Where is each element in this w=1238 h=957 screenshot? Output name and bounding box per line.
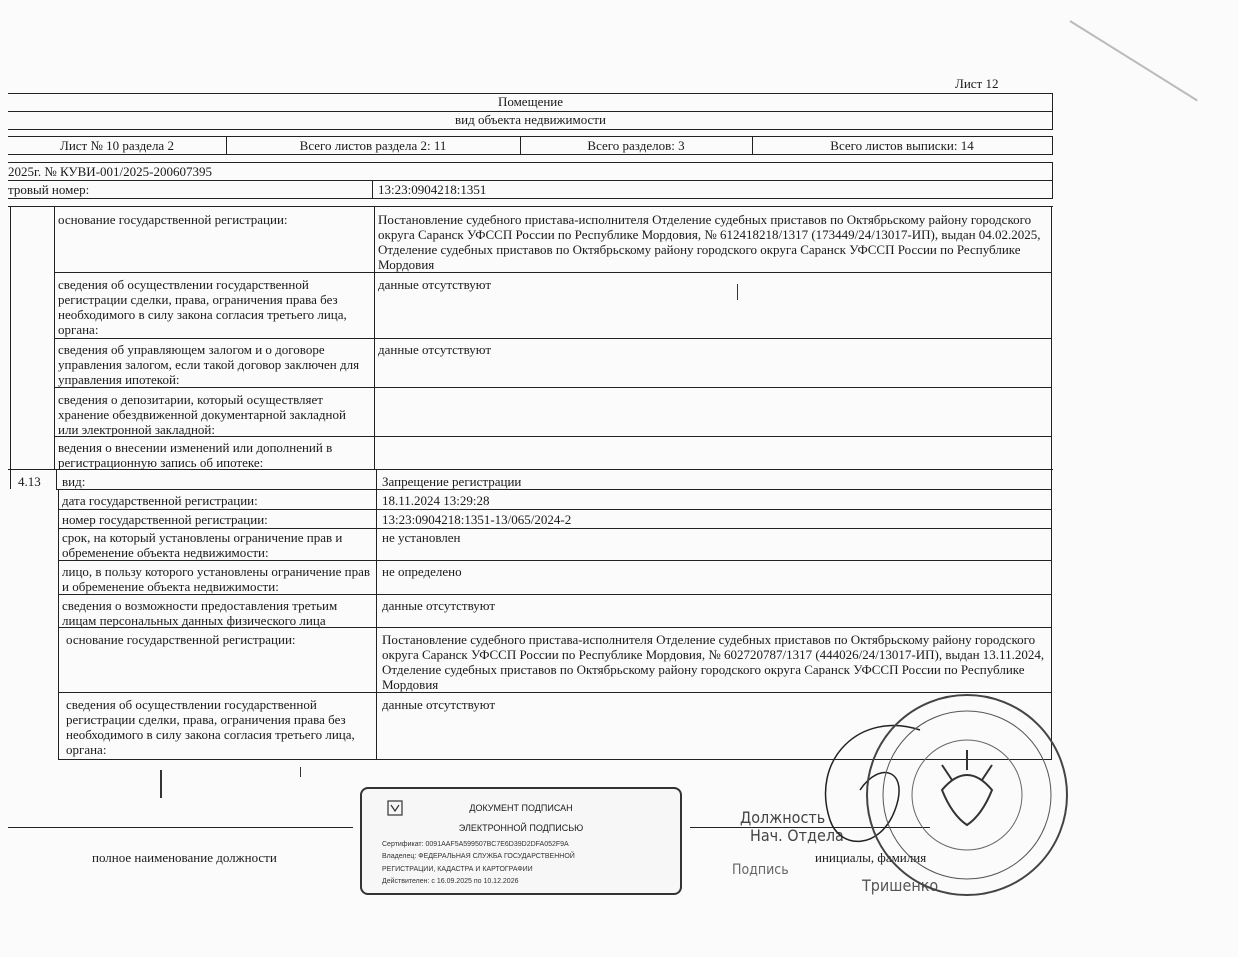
row-b4-label: срок, на который установлены ограничение прав и обременение объекта недвижимости: xyxy=(62,530,343,560)
electronic-signature-stamp xyxy=(360,787,682,895)
round-seal xyxy=(862,690,1072,900)
object-kind-caption: вид объекта недвижимости xyxy=(455,112,606,127)
row-b8-value: данные отсутствуют xyxy=(382,697,496,712)
stamp-title2: ЭЛЕКТРОННОЙ ПОДПИСЬЮ xyxy=(458,823,584,833)
total-section-sheets: Всего листов раздела 2: 11 xyxy=(299,138,447,153)
row-b6-label: сведения о возможности предоставления третьим лицам персональных данных физического лица xyxy=(62,598,338,628)
handwritten-position: Должность xyxy=(740,808,826,827)
row-b7-value: Постановление судебного пристава-исполнителя Отделение судебных приставов по Октябрьскому району городского округа Саранск УФССП России по Республике Мордовия, № 602720787/1317 (444026/24/13017-ИП), выдан 13.11.2024, Отделение судебных приставов по Октябрьскому району городского округа Саранск УФССП России по Республике Мордовия xyxy=(382,632,1045,692)
row-a2-label: сведения об осуществлении государственной регистрации сделки, права, ограничения права без необходимого в силу закона согласия третьего лица, органа: xyxy=(58,277,347,337)
total-sections: Всего разделов: 3 xyxy=(587,138,685,153)
row-a4-label: сведения о депозитарии, который осуществляет хранение обездвиженной документарной закладной или электронной закладной: xyxy=(58,392,346,437)
handwritten-signature-caption: Подпись xyxy=(732,862,789,878)
row-b8-label: сведения об осуществлении государственной регистрации сделки, права, ограничения права без необходимого в силу закона согласия третьего лица, органа: xyxy=(66,697,355,757)
row-a1-label: основание государственной регистрации: xyxy=(58,212,288,227)
stamp-certificate: Сертификат: 0091AAF5A599507BC7E6D39D2DFA052F9A xyxy=(382,841,569,848)
stamp-valid: Действителен: с 16.09.2025 по 10.12.2026 xyxy=(382,878,519,885)
extract-number: 2025г. № КУВИ-001/2025-200607395 xyxy=(8,164,212,179)
position-caption: полное наименование должности xyxy=(92,850,277,865)
scan-streak xyxy=(1069,20,1197,101)
row-b3-value: 13:23:0904218:1351-13/065/2024-2 xyxy=(382,512,572,527)
handwritten-name: Тришенко xyxy=(862,876,939,895)
row-a3-label: сведения об управляющем залогом и о договоре управления залогом, если такой договор заключен для управления ипотекой: xyxy=(58,342,360,387)
section-sheet: Лист № 10 раздела 2 xyxy=(60,138,174,153)
cadastral-number: 13:23:0904218:1351 xyxy=(378,182,487,197)
row-b5-label: лицо, в пользу которого установлены ограничение прав и обременение объекта недвижимости: xyxy=(62,564,370,594)
row-b4-value: не установлен xyxy=(382,530,461,545)
row-b3-label: номер государственной регистрации: xyxy=(62,512,268,527)
row-b2-value: 18.11.2024 13:29:28 xyxy=(382,493,490,508)
row-b5-value: не определено xyxy=(382,564,462,579)
cadastral-label: тровый номер: xyxy=(8,182,90,197)
row-a1-value: Постановление судебного пристава-исполнителя Отделение судебных приставов по Октябрьскому району городского округа Саранск УФССП России по Республике Мордовия, № 612418218/1317 (173449/24/13017-ИП), выдан 04.02.2025, Отделение судебных приставов по Октябрьскому району городского округа Саранск УФССП России по Республике Мордовия xyxy=(378,212,1041,272)
row-b2-label: дата государственной регистрации: xyxy=(62,493,258,508)
stamp-title1: ДОКУМЕНТ ПОДПИСАН xyxy=(469,803,573,813)
entry-number: 4.13 xyxy=(18,474,41,489)
object-type: Помещение xyxy=(497,94,564,109)
sheet-number: Лист 12 xyxy=(955,76,999,91)
row-b1-value: Запрещение регистрации xyxy=(382,474,522,489)
row-a3-value: данные отсутствуют xyxy=(378,342,492,357)
row-a5-label: ведения о внесении изменений или дополнений в регистрационную запись об ипотеке: xyxy=(58,440,333,470)
row-a2-value: данные отсутствуют xyxy=(378,277,492,292)
stamp-owner2: РЕГИСТРАЦИИ, КАДАСТРА И КАРТОГРАФИИ xyxy=(382,866,533,873)
total-extract-sheets: Всего листов выписки: 14 xyxy=(830,138,974,153)
initials-caption: инициалы, фамилия xyxy=(815,850,927,865)
row-b6-value: данные отсутствуют xyxy=(382,598,496,613)
handwritten-position-value: Нач. Отдела xyxy=(750,826,844,845)
row-b1-label: вид: xyxy=(62,474,86,489)
stamp-owner: Владелец: ФЕДЕРАЛЬНАЯ СЛУЖБА ГОСУДАРСТВЕННОЙ xyxy=(382,853,575,860)
row-b7-label: основание государственной регистрации: xyxy=(66,632,296,647)
